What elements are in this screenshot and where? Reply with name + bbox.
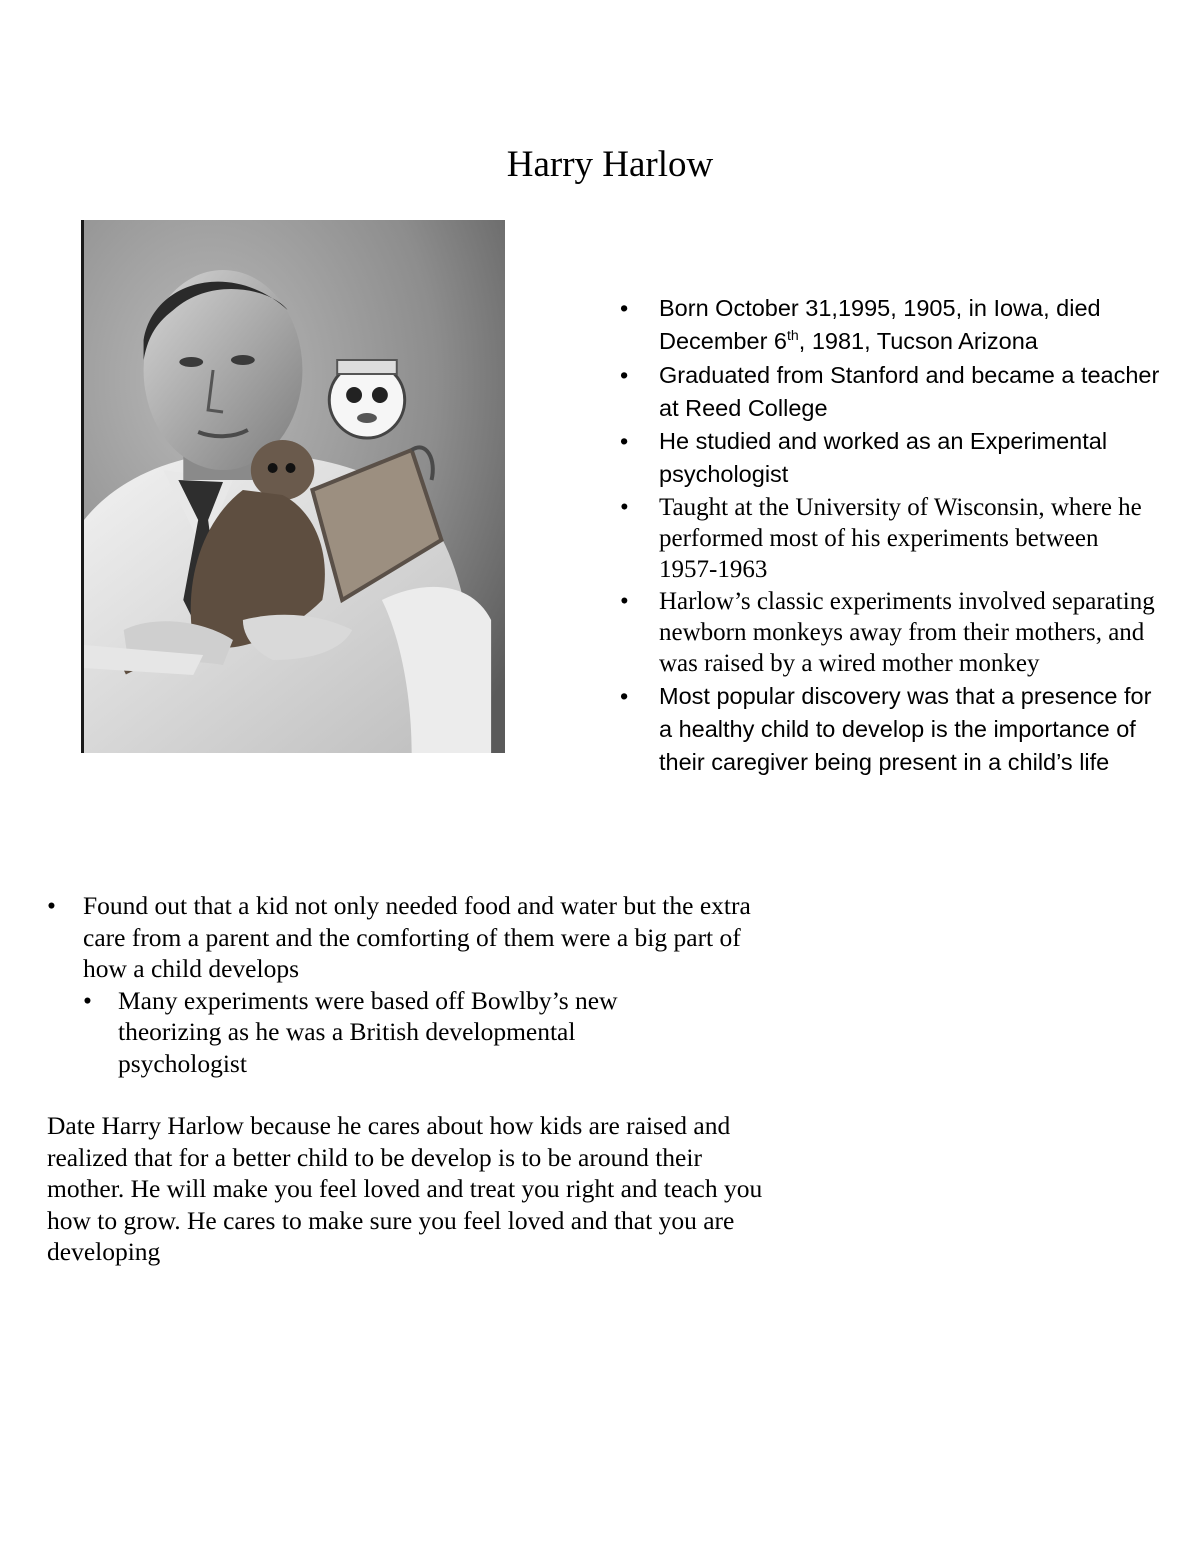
portrait-photo: [81, 220, 505, 753]
finding-item: [47, 890, 767, 1080]
facts-list: [620, 292, 1160, 779]
findings-list: [47, 890, 767, 1080]
fact-item-wisconsin: • Taught at the University of Wisconsin, where he performed most of his experiments between 1957-1963: [620, 492, 1160, 586]
fact-item-career: • He studied and worked as an Experimental psychologist: [620, 425, 1160, 492]
finding-subitem: • Many experiments were based off Bowlby’s new theorizing as he was a British developmental psychologist: [83, 985, 678, 1080]
closing-paragraph: Date Harry Harlow because he cares about how kids are raised and realized that for a better child to be develop is to be around their mother. He will make you feel loved and treat you right and teach you how to grow. He cares to make sure you feel loved and that you are developing: [47, 1111, 763, 1267]
finding-text: Found out that a kid not only needed food and water but the extra care from a parent and the comforting of them were a big part of how a child develops: [83, 891, 751, 984]
portrait-photo-icon: [84, 220, 505, 753]
fact-birth-text: Born October 31,1995, 1905, in Iowa, died December 6: [659, 295, 1101, 355]
fact-birth-text-end: , 1981, Tucson Arizona: [798, 328, 1038, 355]
fact-item-discovery: • Most popular discovery was that a presence for a healthy child to develop is the importance of their caregiver being present in a child’s life: [620, 680, 1160, 780]
finding-sublist: [83, 985, 767, 1080]
fact-birth-superscript: th: [787, 327, 799, 344]
fact-item-birth: [620, 292, 1160, 359]
fact-item-education: • Graduated from Stanford and became a teacher at Reed College: [620, 359, 1160, 426]
page-title: Harry Harlow: [506, 144, 714, 185]
fact-item-experiments: • Harlow’s classic experiments involved separating newborn monkeys away from their mothers, and was raised by a wired mother monkey: [620, 586, 1160, 680]
